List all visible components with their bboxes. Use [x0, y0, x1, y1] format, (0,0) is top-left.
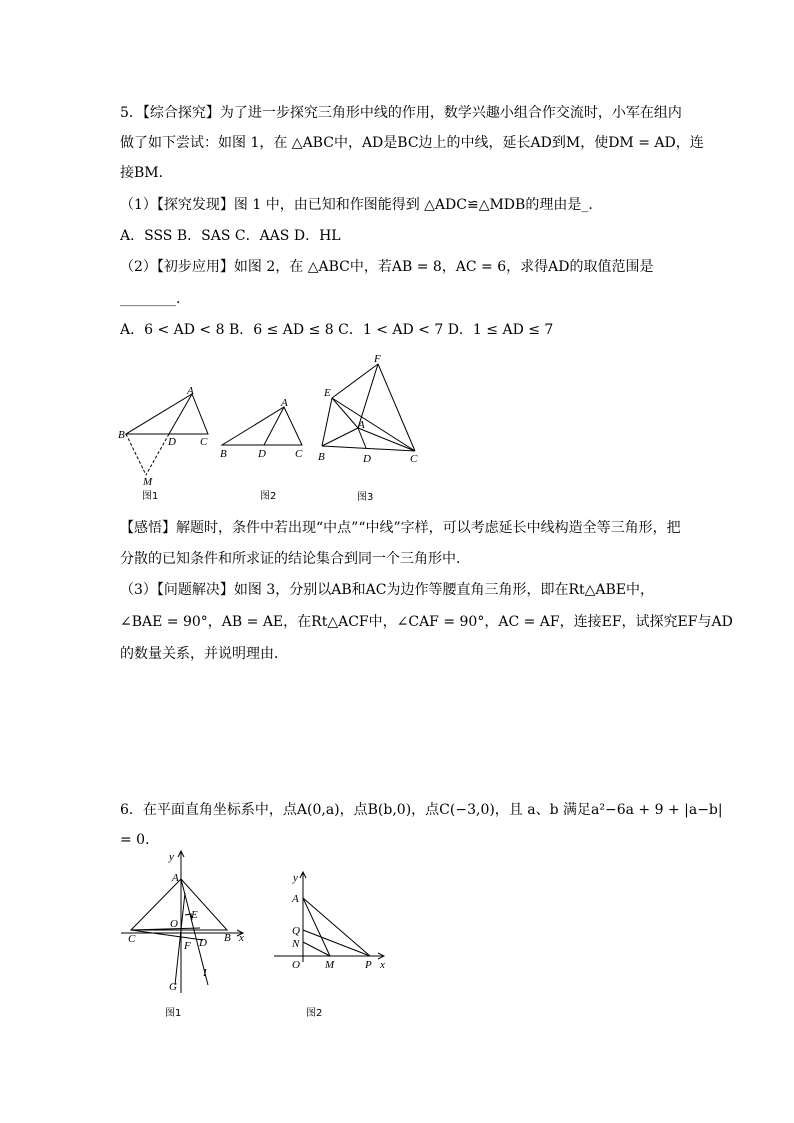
q5-part2-question: （2）【初步应用】如图 2，在 △ABC中，若AB = 8，AC = 6，求得AD的取值范围是 — [120, 259, 654, 275]
label-x: x — [239, 932, 244, 944]
q5-figure-2 — [214, 395, 314, 503]
label-x: x — [380, 959, 385, 971]
label-b: B — [224, 932, 231, 944]
label-a: A — [172, 872, 179, 884]
label-d: D — [258, 448, 266, 460]
label-n: N — [292, 938, 300, 950]
q5-figure-3 — [312, 350, 424, 504]
label-a: A — [358, 419, 365, 431]
label-m: M — [143, 476, 153, 488]
q5-part2-options: A．6 < AD < 8 B．6 ≤ AD ≤ 8 C．1 < AD < 7 D．1 ≤ AD ≤ 7 — [120, 322, 554, 338]
q6-figure-1 — [115, 845, 255, 1020]
label-d: D — [363, 453, 371, 465]
label-c: C — [410, 453, 418, 465]
q5-part3-line-3: 的数量关系，并说明理由． — [120, 646, 288, 662]
q5-insight-line-2: 分散的已知条件和所求证的结论集合到同一个三角形中． — [120, 551, 470, 567]
label-c: C — [295, 448, 303, 460]
figure-caption: 图2 — [306, 1008, 323, 1019]
q5-line-2: 做了如下尝试：如图 1，在 △ABC中，AD是BC边上的中线，延长AD到M，使DM = AD，连 — [120, 135, 704, 151]
q5-line-3: 接BM． — [120, 165, 173, 181]
label-b: B — [220, 448, 227, 460]
label-q: Q — [292, 925, 300, 937]
label-f: F — [374, 353, 381, 365]
q5-part1-question: （1）【探究发现】图 1 中，由已知和作图能得到 △ADC≌△MDB的理由是_． — [120, 197, 603, 213]
q5-part1-options: A．SSS B．SAS C．AAS D．HL — [120, 228, 341, 244]
figure-caption: 图2 — [260, 491, 277, 502]
label-b: B — [318, 451, 325, 463]
q5-part3-line-1: （3）【问题解决】如图 3，分别以AB和AC为边作等腰直角三角形，即在Rt△ABE中， — [120, 582, 655, 598]
label-f: F — [184, 940, 191, 952]
label-b: B — [118, 429, 125, 441]
q5-part2-blank: ________． — [120, 291, 190, 307]
label-d: D — [199, 937, 207, 949]
label-a: A — [292, 893, 299, 905]
label-a: A — [281, 397, 288, 409]
label-y: y — [293, 872, 298, 884]
label-o: O — [170, 918, 178, 930]
label-p: P — [365, 959, 372, 971]
label-i: I — [203, 967, 207, 979]
label-d: D — [168, 436, 176, 448]
q5-part3-line-2: ∠BAE = 90°，AB = AE，在Rt△ACF中，∠CAF = 90°，AC = AF，连接EF，试探究EF与AD — [120, 614, 733, 630]
label-e: E — [324, 387, 331, 399]
q5-line-1: 5．【综合探究】为了进一步探究三角形中线的作用，数学兴趣小组合作交流时，小军在组内 — [120, 105, 682, 121]
label-c: C — [200, 436, 208, 448]
label-a: A — [187, 385, 194, 397]
q6-line-2: = 0． — [120, 832, 160, 848]
figure-caption: 图1 — [142, 491, 159, 502]
label-y: y — [169, 851, 174, 863]
label-o: O — [292, 959, 300, 971]
label-g: G — [169, 981, 177, 993]
label-m: M — [325, 959, 335, 971]
q5-insight-line-1: 【感悟】解题时，条件中若出现“中点”“中线”字样，可以考虑延长中线构造全等三角形，把 — [120, 520, 681, 536]
label-e: E — [191, 909, 198, 921]
label-c: C — [128, 933, 136, 945]
q5-figure-1 — [112, 382, 218, 504]
q6-figure-2 — [270, 868, 395, 1020]
figure-caption: 图1 — [165, 1008, 182, 1019]
figure-caption: 图3 — [357, 492, 374, 503]
q6-line-1: 6．在平面直角坐标系中，点A(0,a)，点B(b,0)，点C(−3,0)，且 a、b 满足a²−6a + 9 + |a−b| — [120, 802, 723, 818]
